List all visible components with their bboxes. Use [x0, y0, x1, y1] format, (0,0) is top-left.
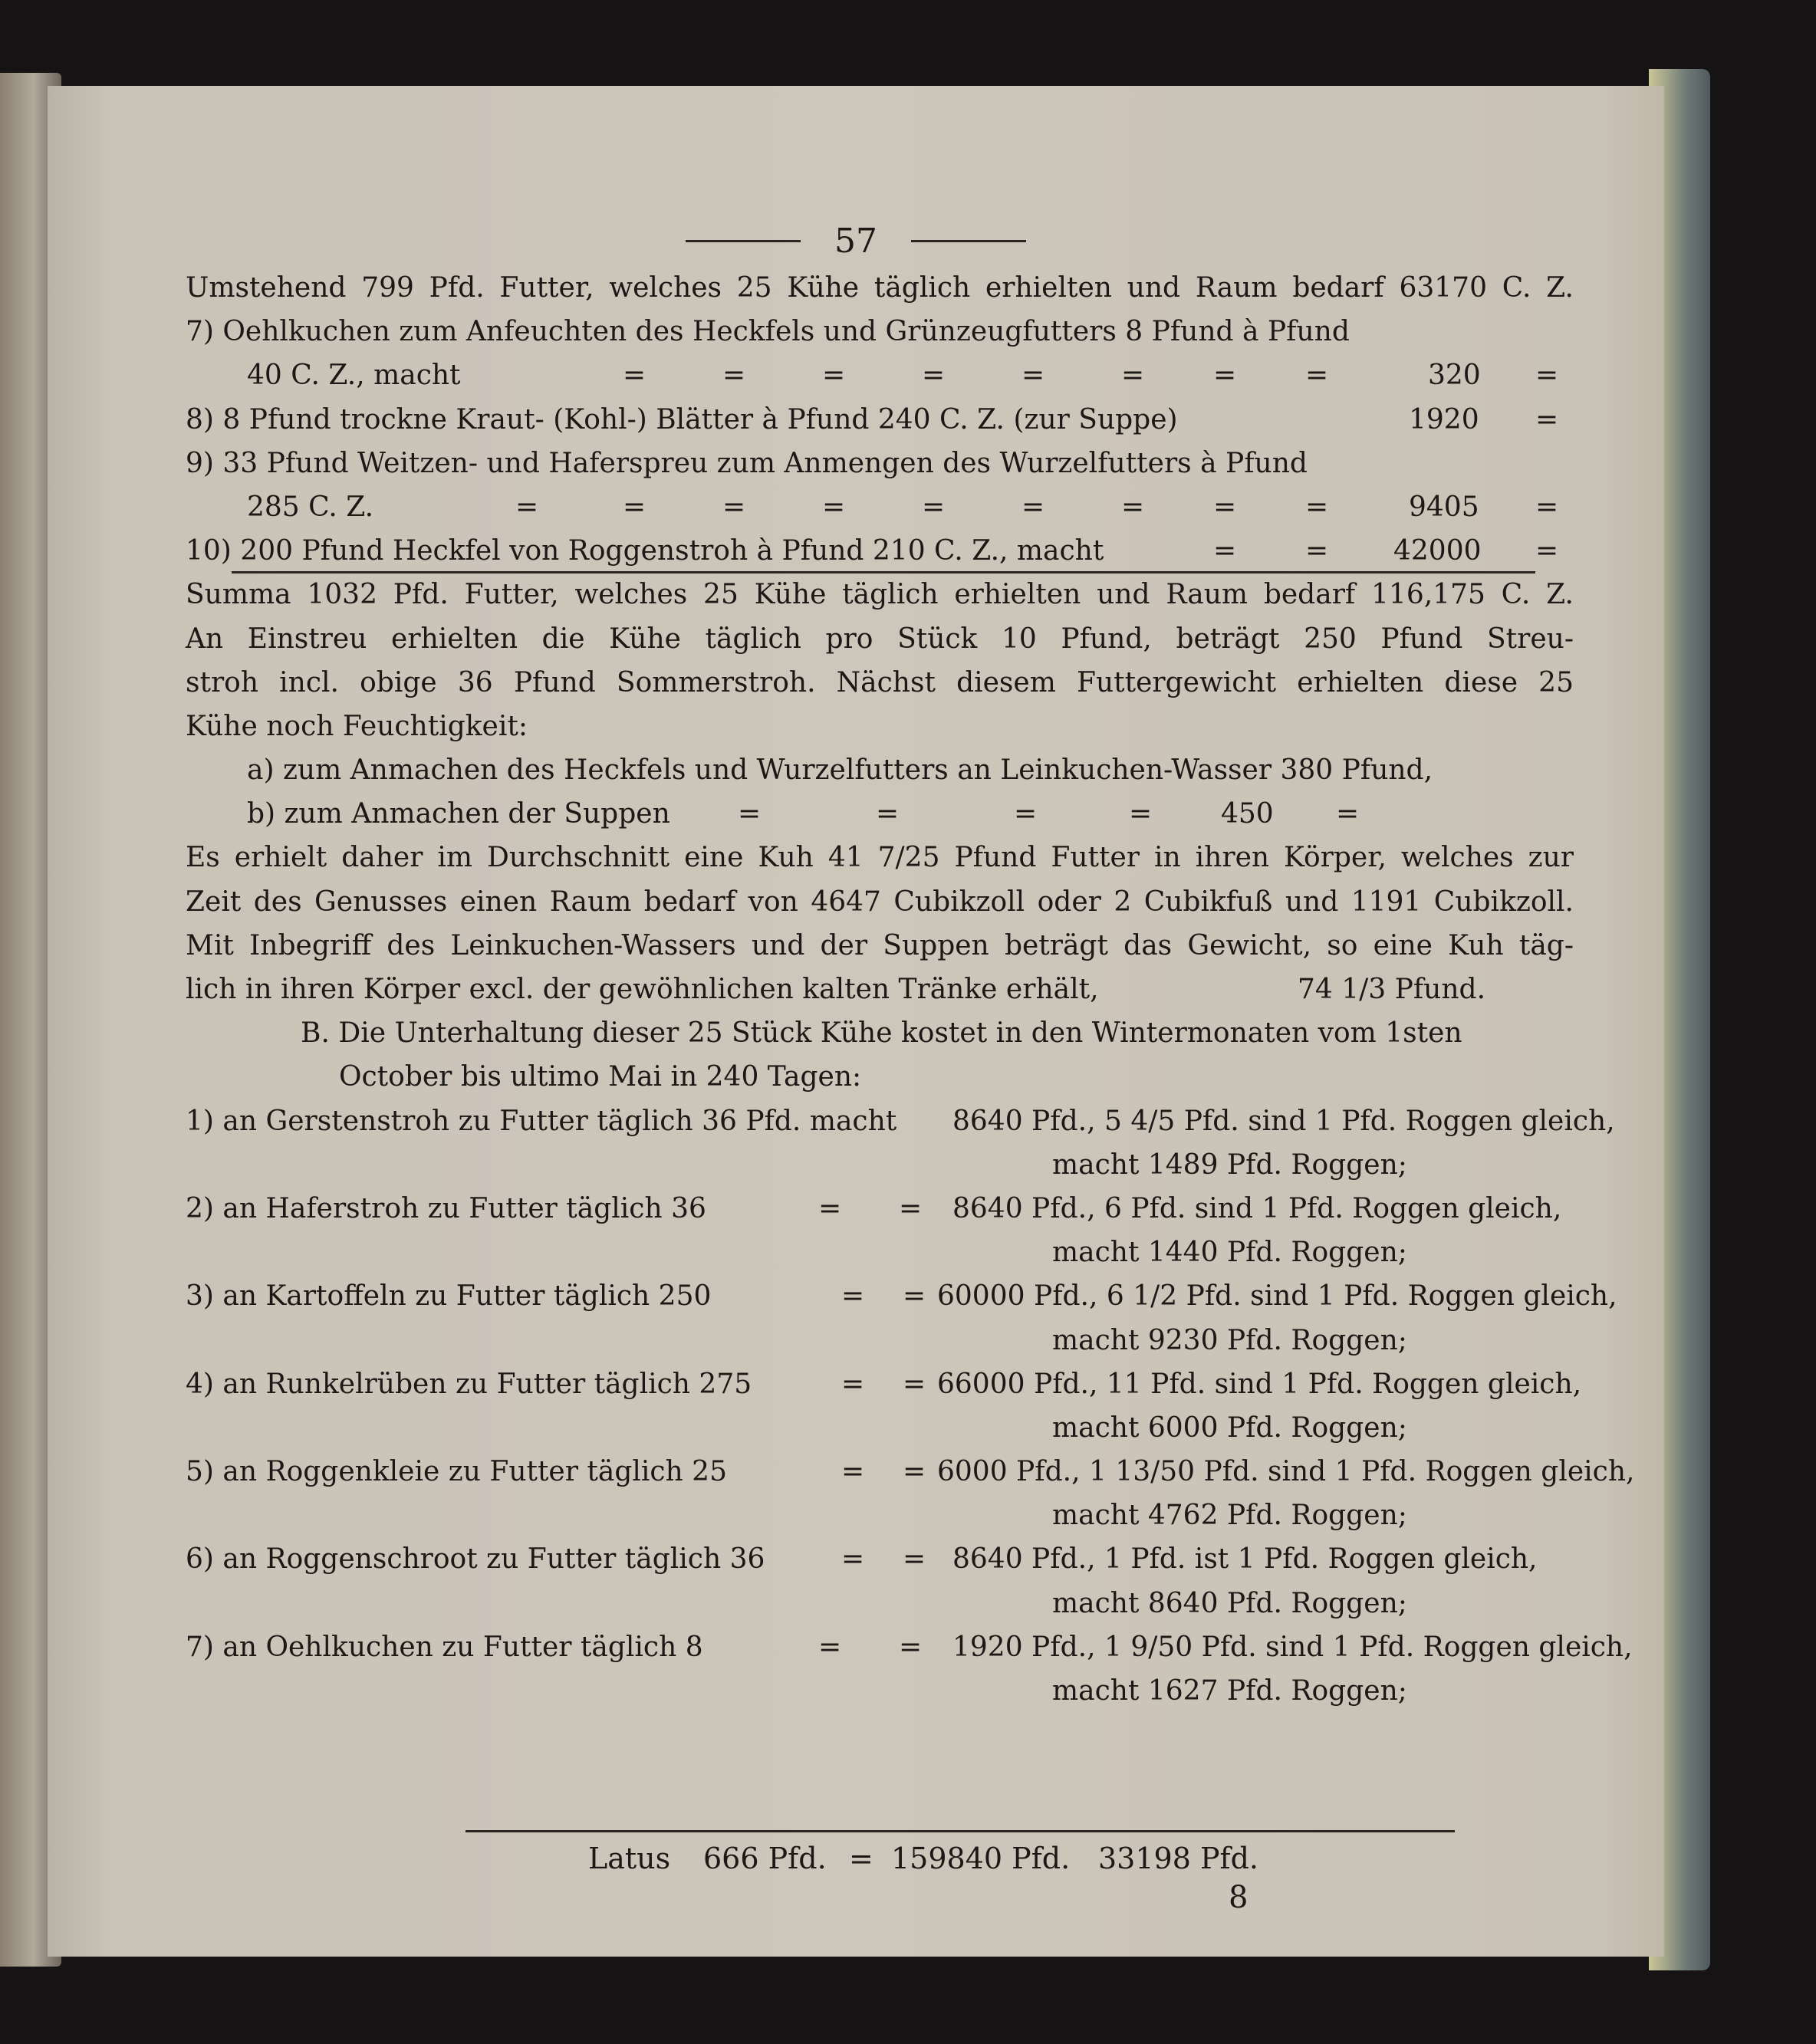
item-row: 2) an Haferstroh zu Futter täglich 36 = = 8640 Pfd., 6 Pfd. sind 1 Pfd. Roggen gleich, — [186, 1187, 1574, 1231]
latus-col2: 159840 Pfd. — [891, 1842, 1071, 1875]
text-line: An Einstreu erhielten die Kühe täglich pro Stück 10 Pfund, beträgt 250 Pfund Streu- — [186, 623, 1574, 655]
text-line: 40 C. Z., macht = = = = = = = = 320 = — [186, 353, 1574, 397]
ditto-mark: = — [1213, 491, 1237, 523]
ditto-mark: = — [899, 1631, 923, 1663]
items-list — [186, 1099, 1635, 1714]
header-rule-left — [686, 240, 801, 242]
ditto-mark: = — [1014, 798, 1038, 830]
ditto-mark: = — [841, 1280, 865, 1313]
signature-mark: 8 — [1229, 1880, 1248, 1915]
text-line: stroh incl. obige 36 Pfund Sommerstroh. Nächst diesem Futtergewicht erhielten diese 25 — [186, 666, 1574, 698]
item-row: 6) an Roggenschroot zu Futter täglich 36 = = 8640 Pfd., 1 Pfd. ist 1 Pfd. Roggen gleich, — [186, 1537, 1574, 1581]
text-line: 10) 200 Pfund Heckfel von Roggenstroh à Pfund 210 C. Z., macht = = 42000 = — [186, 529, 1574, 573]
text-line: 285 C. Z. = = = = = = = = = 9405 = — [186, 485, 1574, 529]
ditto-mark: = — [1213, 535, 1237, 567]
ditto-mark: = — [903, 1368, 926, 1400]
ditto-mark: = — [623, 491, 646, 523]
page-body — [186, 266, 1635, 1713]
ditto-mark: = — [922, 360, 946, 392]
item-row: 5) an Roggenkleie zu Futter täglich 25 = = 6000 Pfd., 1 13/50 Pfd. sind 1 Pfd. Roggen gleich, — [186, 1450, 1574, 1494]
ditto-mark: = — [1535, 403, 1559, 435]
ditto-mark: = — [1305, 535, 1329, 567]
ditto-mark: = — [899, 1192, 923, 1224]
ditto-mark: = — [738, 798, 762, 830]
ditto-mark: = — [922, 491, 946, 523]
ditto-mark: = — [722, 360, 746, 392]
text-line: Mit Inbegriff des Leinkuchen-Wassers und der Suppen beträgt das Gewicht, so eine Kuh täg- — [186, 929, 1574, 961]
text-line: Umstehend 799 Pfd. Futter, welches 25 Kühe täglich erhielten und Raum bedarf 63170 C. Z. — [186, 272, 1574, 304]
item-row: 3) an Kartoffeln zu Futter täglich 250 = = 60000 Pfd., 6 1/2 Pfd. sind 1 Pfd. Roggen gleich, — [186, 1274, 1574, 1318]
item-sub-row: macht 4762 Pfd. Roggen; — [1052, 1500, 1407, 1532]
ditto-mark: = — [849, 1842, 873, 1875]
ditto-mark: = — [1121, 491, 1145, 523]
item-row: 1) an Gerstenstroh zu Futter täglich 36 Pfd. macht 8640 Pfd., 5 4/5 Pfd. sind 1 Pfd. Roggen gleich, — [186, 1105, 1615, 1137]
item-row: 7) an Oehlkuchen zu Futter täglich 8 = = 1920 Pfd., 1 9/50 Pfd. sind 1 Pfd. Roggen gleich, — [186, 1625, 1574, 1669]
ditto-mark: = — [818, 1631, 842, 1663]
item-sub-row: macht 1440 Pfd. Roggen; — [1052, 1237, 1407, 1269]
ditto-mark: = — [1305, 491, 1329, 523]
latus-rule — [466, 1830, 1455, 1832]
text-line: b) zum Anmachen der Suppen = = = = 450 = — [186, 792, 1574, 836]
text-line: 9) 33 Pfund Weitzen- und Haferspreu zum Anmengen des Wurzelfutters à Pfund — [186, 447, 1308, 479]
ditto-mark: = — [1305, 360, 1329, 392]
ditto-mark: = — [903, 1543, 926, 1576]
ditto-mark: = — [623, 360, 646, 392]
text-line: October bis ultimo Mai in 240 Tagen: — [339, 1061, 862, 1093]
value-cell: 1920 — [1409, 403, 1479, 435]
latus-label: Latus — [588, 1842, 671, 1875]
latus-col3: 33198 Pfd. — [1098, 1842, 1258, 1875]
ditto-mark: = — [1022, 360, 1045, 392]
ditto-mark: = — [822, 360, 846, 392]
text-line: 7) Oehlkuchen zum Anfeuchten des Heckfels und Grünzeugfutters 8 Pfund à Pfund — [186, 316, 1350, 348]
ditto-mark: = — [903, 1456, 926, 1488]
book-page — [48, 86, 1664, 1957]
ditto-mark: = — [1129, 798, 1153, 830]
text-line: B. Die Unterhaltung dieser 25 Stück Kühe kostet in den Wintermonaten vom 1sten — [301, 1017, 1462, 1050]
text-line: a) zum Anmachen des Heckfels und Wurzelfutters an Leinkuchen-Wasser 380 Pfund, — [247, 754, 1433, 787]
ditto-mark: = — [515, 491, 539, 523]
ditto-mark: = — [822, 491, 846, 523]
value-cell: 9405 — [1409, 491, 1479, 523]
text-line: Summa 1032 Pfd. Futter, welches 25 Kühe täglich erhielten und Raum bedarf 116,175 C. Z. — [186, 579, 1574, 611]
value-cell: 74 1/3 Pfund. — [1298, 974, 1486, 1005]
item-sub-row: macht 6000 Pfd. Roggen; — [1052, 1411, 1407, 1444]
text-line: Zeit des Genusses einen Raum bedarf von 4647 Cubikzoll oder 2 Cubikfuß und 1191 Cubikzoll. — [186, 886, 1574, 918]
ditto-mark: = — [841, 1543, 865, 1576]
text-line: 8) 8 Pfund trockne Kraut- (Kohl-) Blätter à Pfund 240 C. Z. (zur Suppe) 1920 = — [186, 398, 1574, 442]
item-sub-row: macht 1489 Pfd. Roggen; — [1052, 1149, 1407, 1181]
value-cell: 42000 — [1393, 535, 1482, 567]
ditto-mark: = — [1535, 491, 1559, 523]
ditto-mark: = — [841, 1368, 865, 1400]
latus-col1: 666 Pfd. — [703, 1842, 827, 1875]
ditto-mark: = — [1336, 798, 1360, 830]
ditto-mark: = — [841, 1456, 865, 1488]
text-line: Es erhielt daher im Durchschnitt eine Kuh 41 7/25 Pfund Futter in ihren Körper, welches zur — [186, 842, 1574, 874]
ditto-mark: = — [903, 1280, 926, 1313]
header-rule-right — [911, 240, 1026, 242]
text-line: Kühe noch Feuchtigkeit: — [186, 710, 528, 742]
ditto-mark: = — [722, 491, 746, 523]
ditto-mark: = — [876, 798, 900, 830]
item-sub-row: macht 8640 Pfd. Roggen; — [1052, 1587, 1407, 1619]
value-cell: 450 — [1221, 798, 1274, 830]
text-line: lich in ihren Körper excl. der gewöhnlichen kalten Tränke erhält, 74 1/3 Pfund. — [186, 968, 1574, 1011]
ditto-mark: = — [1535, 360, 1559, 392]
ditto-mark: = — [818, 1192, 842, 1224]
page-header — [48, 216, 1664, 265]
item-sub-row: macht 9230 Pfd. Roggen; — [1052, 1324, 1407, 1356]
ditto-mark: = — [1022, 491, 1045, 523]
ditto-mark: = — [1535, 535, 1559, 567]
ditto-mark: = — [1121, 360, 1145, 392]
item-row: 4) an Runkelrüben zu Futter täglich 275 = = 66000 Pfd., 11 Pfd. sind 1 Pfd. Roggen gleich, — [186, 1362, 1574, 1406]
ditto-mark: = — [1213, 360, 1237, 392]
value-cell: 320 — [1428, 360, 1481, 392]
page-number: 57 — [834, 221, 877, 261]
item-sub-row: macht 1627 Pfd. Roggen; — [1052, 1675, 1407, 1707]
latus-row — [48, 1842, 1664, 1888]
